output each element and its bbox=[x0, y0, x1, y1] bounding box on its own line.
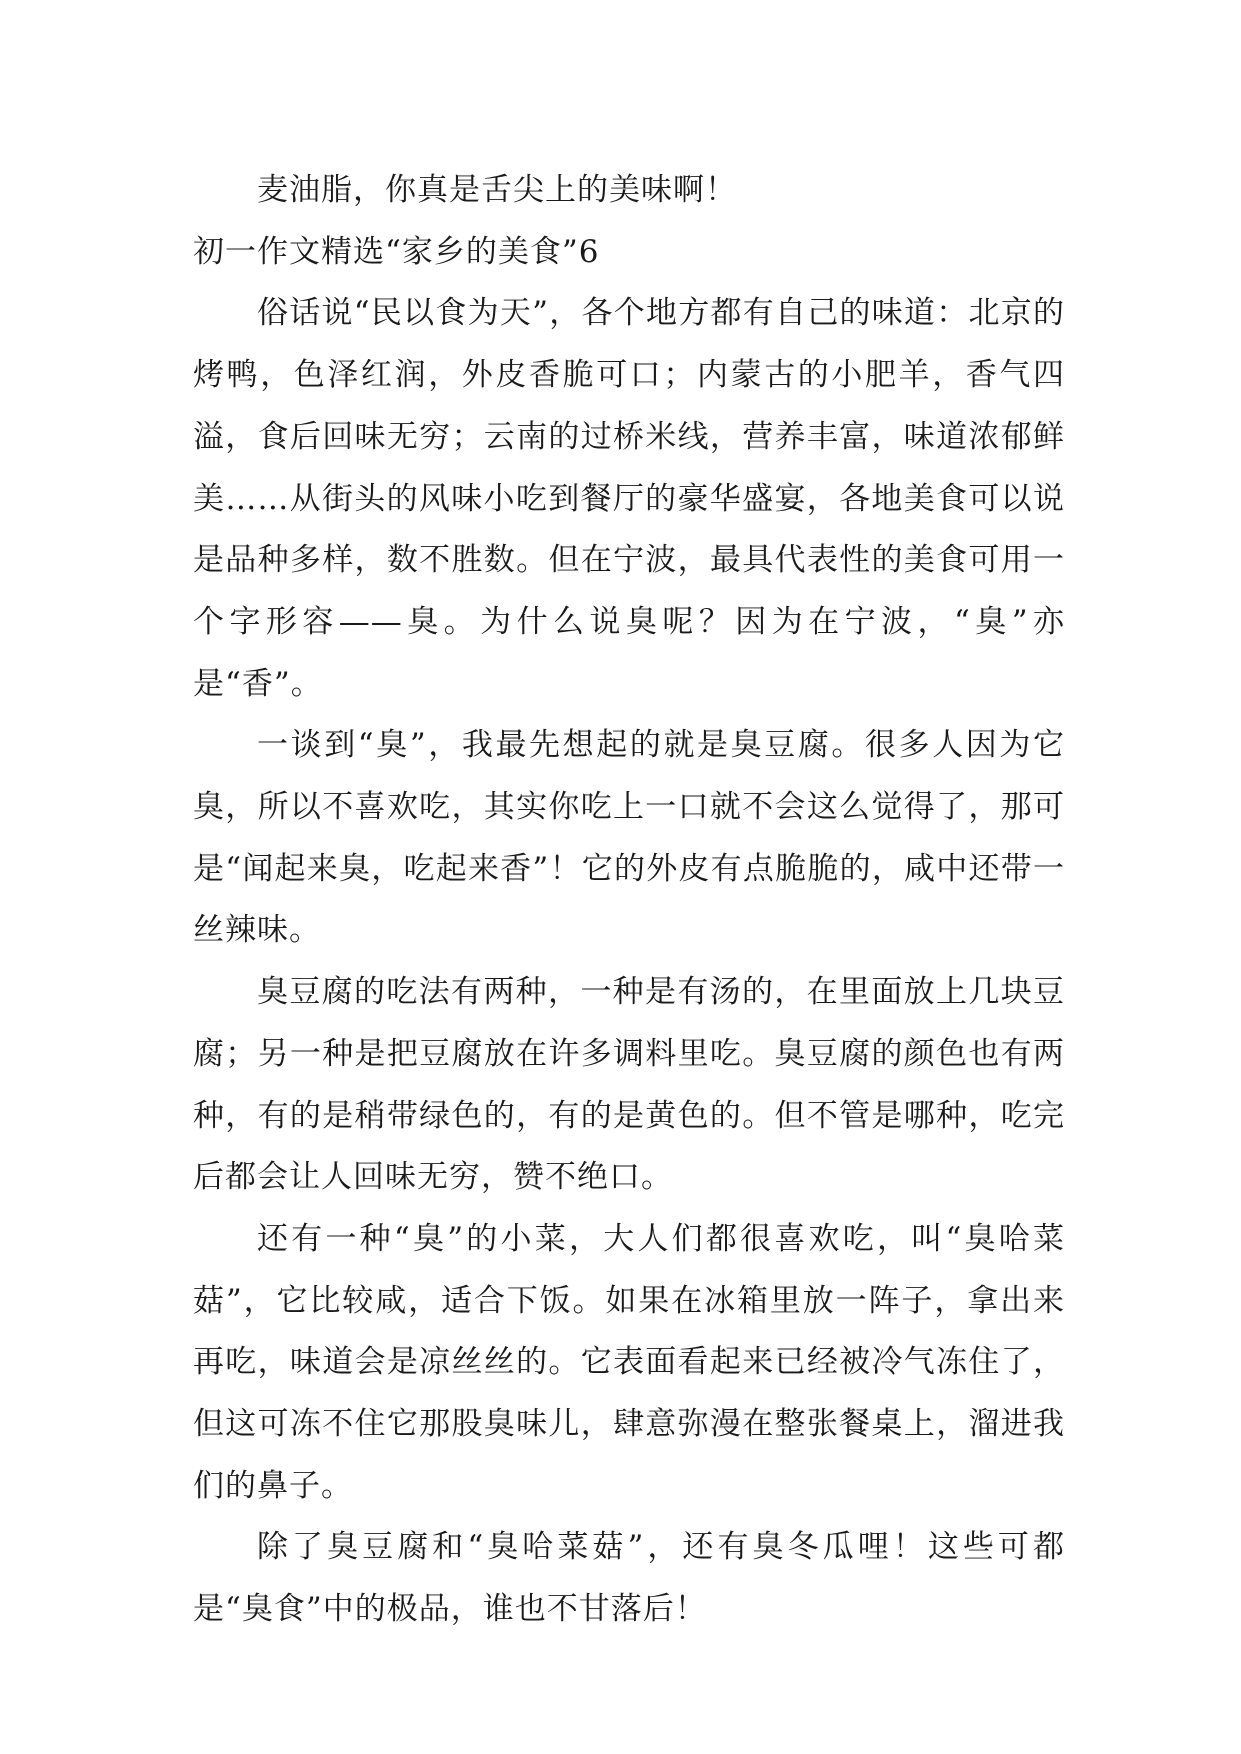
lead-line: 麦油脂，你真是舌尖上的美味啊！ bbox=[257, 172, 737, 208]
paragraph-4: 还有一种“臭”的小菜，大人们都很喜欢吃，叫“臭哈菜菇”，它比较咸，适合下饭。如果在冰箱里放一阵子，拿出来再吃，味道会是凉丝丝的。它表面看起来已经被冷气冻住了，但这可冻不住它那股臭味儿，肆意弥漫在整张餐桌上，溜进我们的鼻子。 bbox=[193, 1220, 1065, 1504]
essay-title: 初一作文精选“家乡的美食”6 bbox=[193, 233, 600, 270]
paragraph-1: 俗话说“民以食为天”，各个地方都有自己的味道：北京的烤鸭，色泽红润，外皮香脆可口；内蒙古的小肥羊，香气四溢，食后回味无穷；云南的过桥米线，营养丰富，味道浓郁鲜美……从街头的风味小吃到餐厅的豪华盛宴，各地美食可以说是品种多样，数不胜数。但在宁波，最具代表性的美食可用一个字形容——臭。为什么说臭呢？因为在宁波，“臭”亦是“香”。 bbox=[193, 295, 1065, 702]
paragraph-5: 除了臭豆腐和“臭哈菜菇”，还有臭冬瓜哩！这些可都是“臭食”中的极品，谁也不甘落后！ bbox=[193, 1529, 1065, 1628]
paragraph-3: 臭豆腐的吃法有两种，一种是有汤的，在里面放上几块豆腐；另一种是把豆腐放在许多调料里吃。臭豆腐的颜色也有两种，有的是稍带绿色的，有的是黄色的。但不管是哪种，吃完后都会让人回味无穷，赞不绝口。 bbox=[193, 974, 1065, 1196]
document-body bbox=[193, 160, 1065, 1641]
paragraph-2: 一谈到“臭”，我最先想起的就是臭豆腐。很多人因为它臭，所以不喜欢吃，其实你吃上一口就不会这么觉得了，那可是“闻起来臭，吃起来香”！它的外皮有点脆脆的，咸中还带一丝辣味。 bbox=[193, 727, 1065, 949]
